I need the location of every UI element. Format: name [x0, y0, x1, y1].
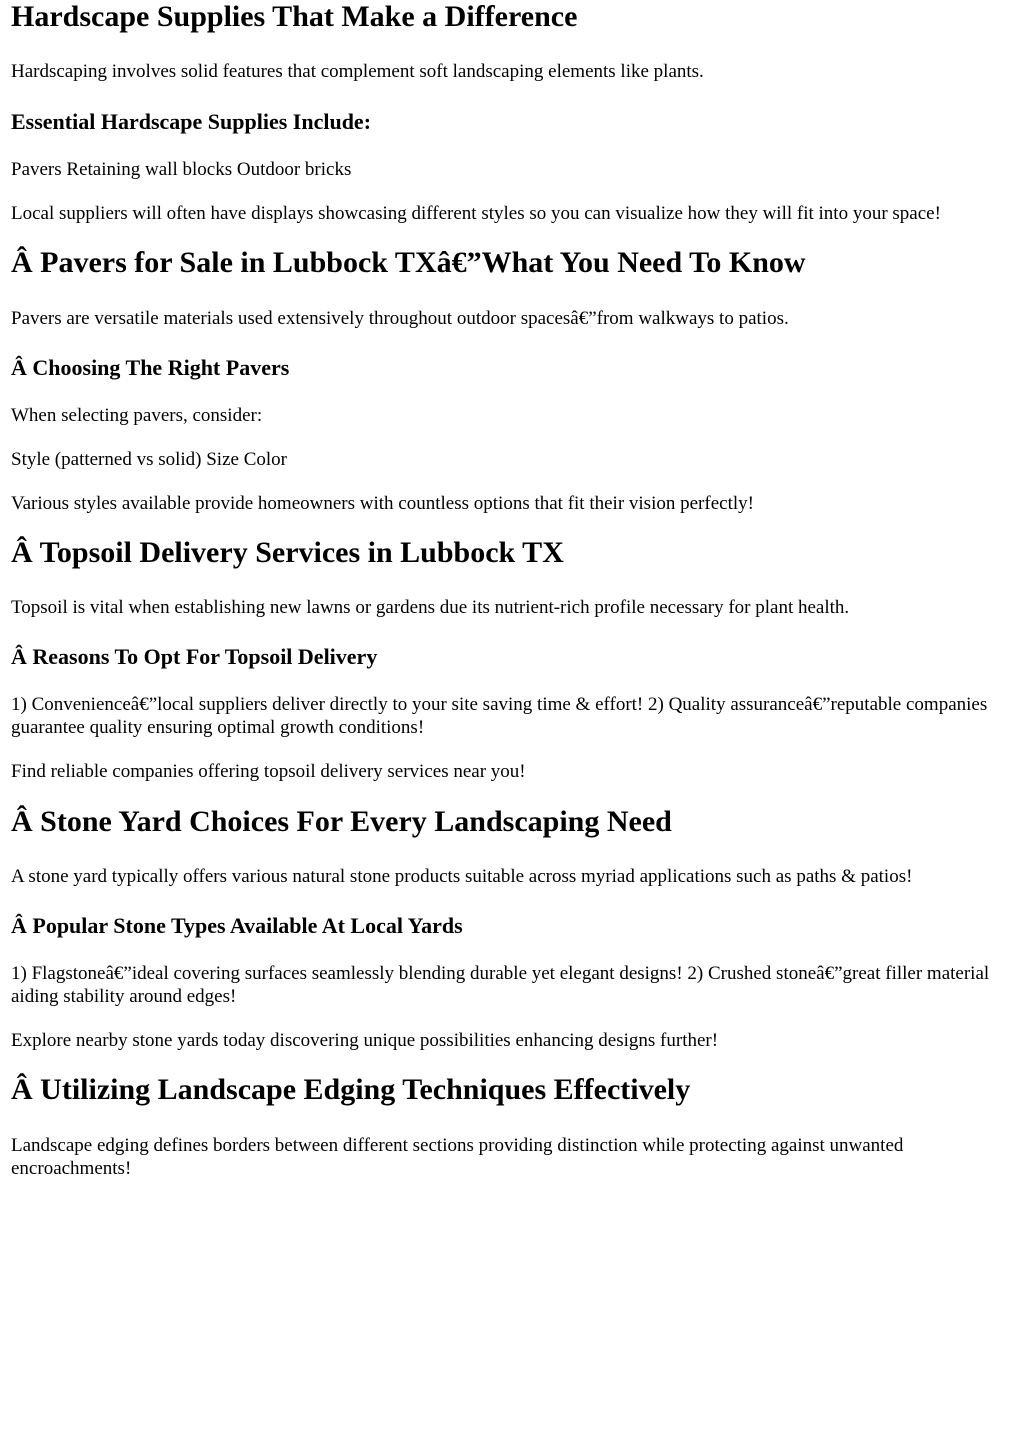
- paragraph-topsoil-intro: Topsoil is vital when establishing new lawns or gardens due its nutrient-rich profile necessary for plant health.: [11, 597, 850, 618]
- section-heading-landscape-edging: Â Utilizing Landscape Edging Techniques Effectively: [11, 1073, 691, 1106]
- paragraph-landscape-edging: Landscape edging defines borders between different sections providing distinction while protecting against unwanted encroachments!: [11, 1135, 904, 1179]
- paragraph-supply-list: Pavers Retaining wall blocks Outdoor bricks: [11, 159, 352, 180]
- paragraph-explore-stone-yards: Explore nearby stone yards today discovering unique possibilities enhancing designs further!: [11, 1030, 719, 1051]
- subheading-choosing-pavers: Â Choosing The Right Pavers: [11, 355, 290, 380]
- paragraph-stone-types: 1) Flagstoneâ€”ideal covering surfaces seamlessly blending durable yet elegant designs! 2) Crushed stoneâ€”great filler material aiding stability around edges!: [11, 963, 990, 1007]
- paragraph-stone-yard-intro: A stone yard typically offers various natural stone products suitable across myriad applications such as paths & patios!: [11, 866, 913, 887]
- section-heading-topsoil-delivery: Â Topsoil Delivery Services in Lubbock TX: [11, 536, 564, 569]
- section-heading-pavers-for-sale: Â Pavers for Sale in Lubbock TXâ€”What You Need To Know: [11, 246, 806, 279]
- subheading-essential-supplies: Essential Hardscape Supplies Include:: [11, 109, 372, 134]
- section-heading-hardscape-supplies: Hardscape Supplies That Make a Difference: [11, 0, 578, 33]
- paragraph-topsoil-companies: Find reliable companies offering topsoil delivery services near you!: [11, 761, 526, 782]
- paragraph-selecting-pavers: When selecting pavers, consider:: [11, 405, 263, 426]
- paragraph-topsoil-reasons: 1) Convenienceâ€”local suppliers deliver directly to your site saving time & effort! 2) Quality assuranceâ€”reputable companies guarantee quality ensuring optimal growth conditions!: [11, 694, 988, 738]
- paragraph-pavers-intro: Pavers are versatile materials used extensively throughout outdoor spacesâ€”from walkways to patios.: [11, 308, 789, 329]
- paragraph-hardscaping-intro: Hardscaping involves solid features that complement soft landscaping elements like plants.: [11, 61, 704, 82]
- paragraph-paver-options: Style (patterned vs solid) Size Color: [11, 449, 287, 470]
- subheading-topsoil-reasons: Â Reasons To Opt For Topsoil Delivery: [11, 644, 378, 669]
- paragraph-paver-styles: Various styles available provide homeowners with countless options that fit their vision perfectly!: [11, 493, 754, 514]
- paragraph-local-suppliers: Local suppliers will often have displays showcasing different styles so you can visualize how they will fit into your space!: [11, 203, 941, 224]
- subheading-stone-types: Â Popular Stone Types Available At Local Yards: [11, 913, 463, 938]
- section-heading-stone-yard: Â Stone Yard Choices For Every Landscaping Need: [11, 805, 672, 838]
